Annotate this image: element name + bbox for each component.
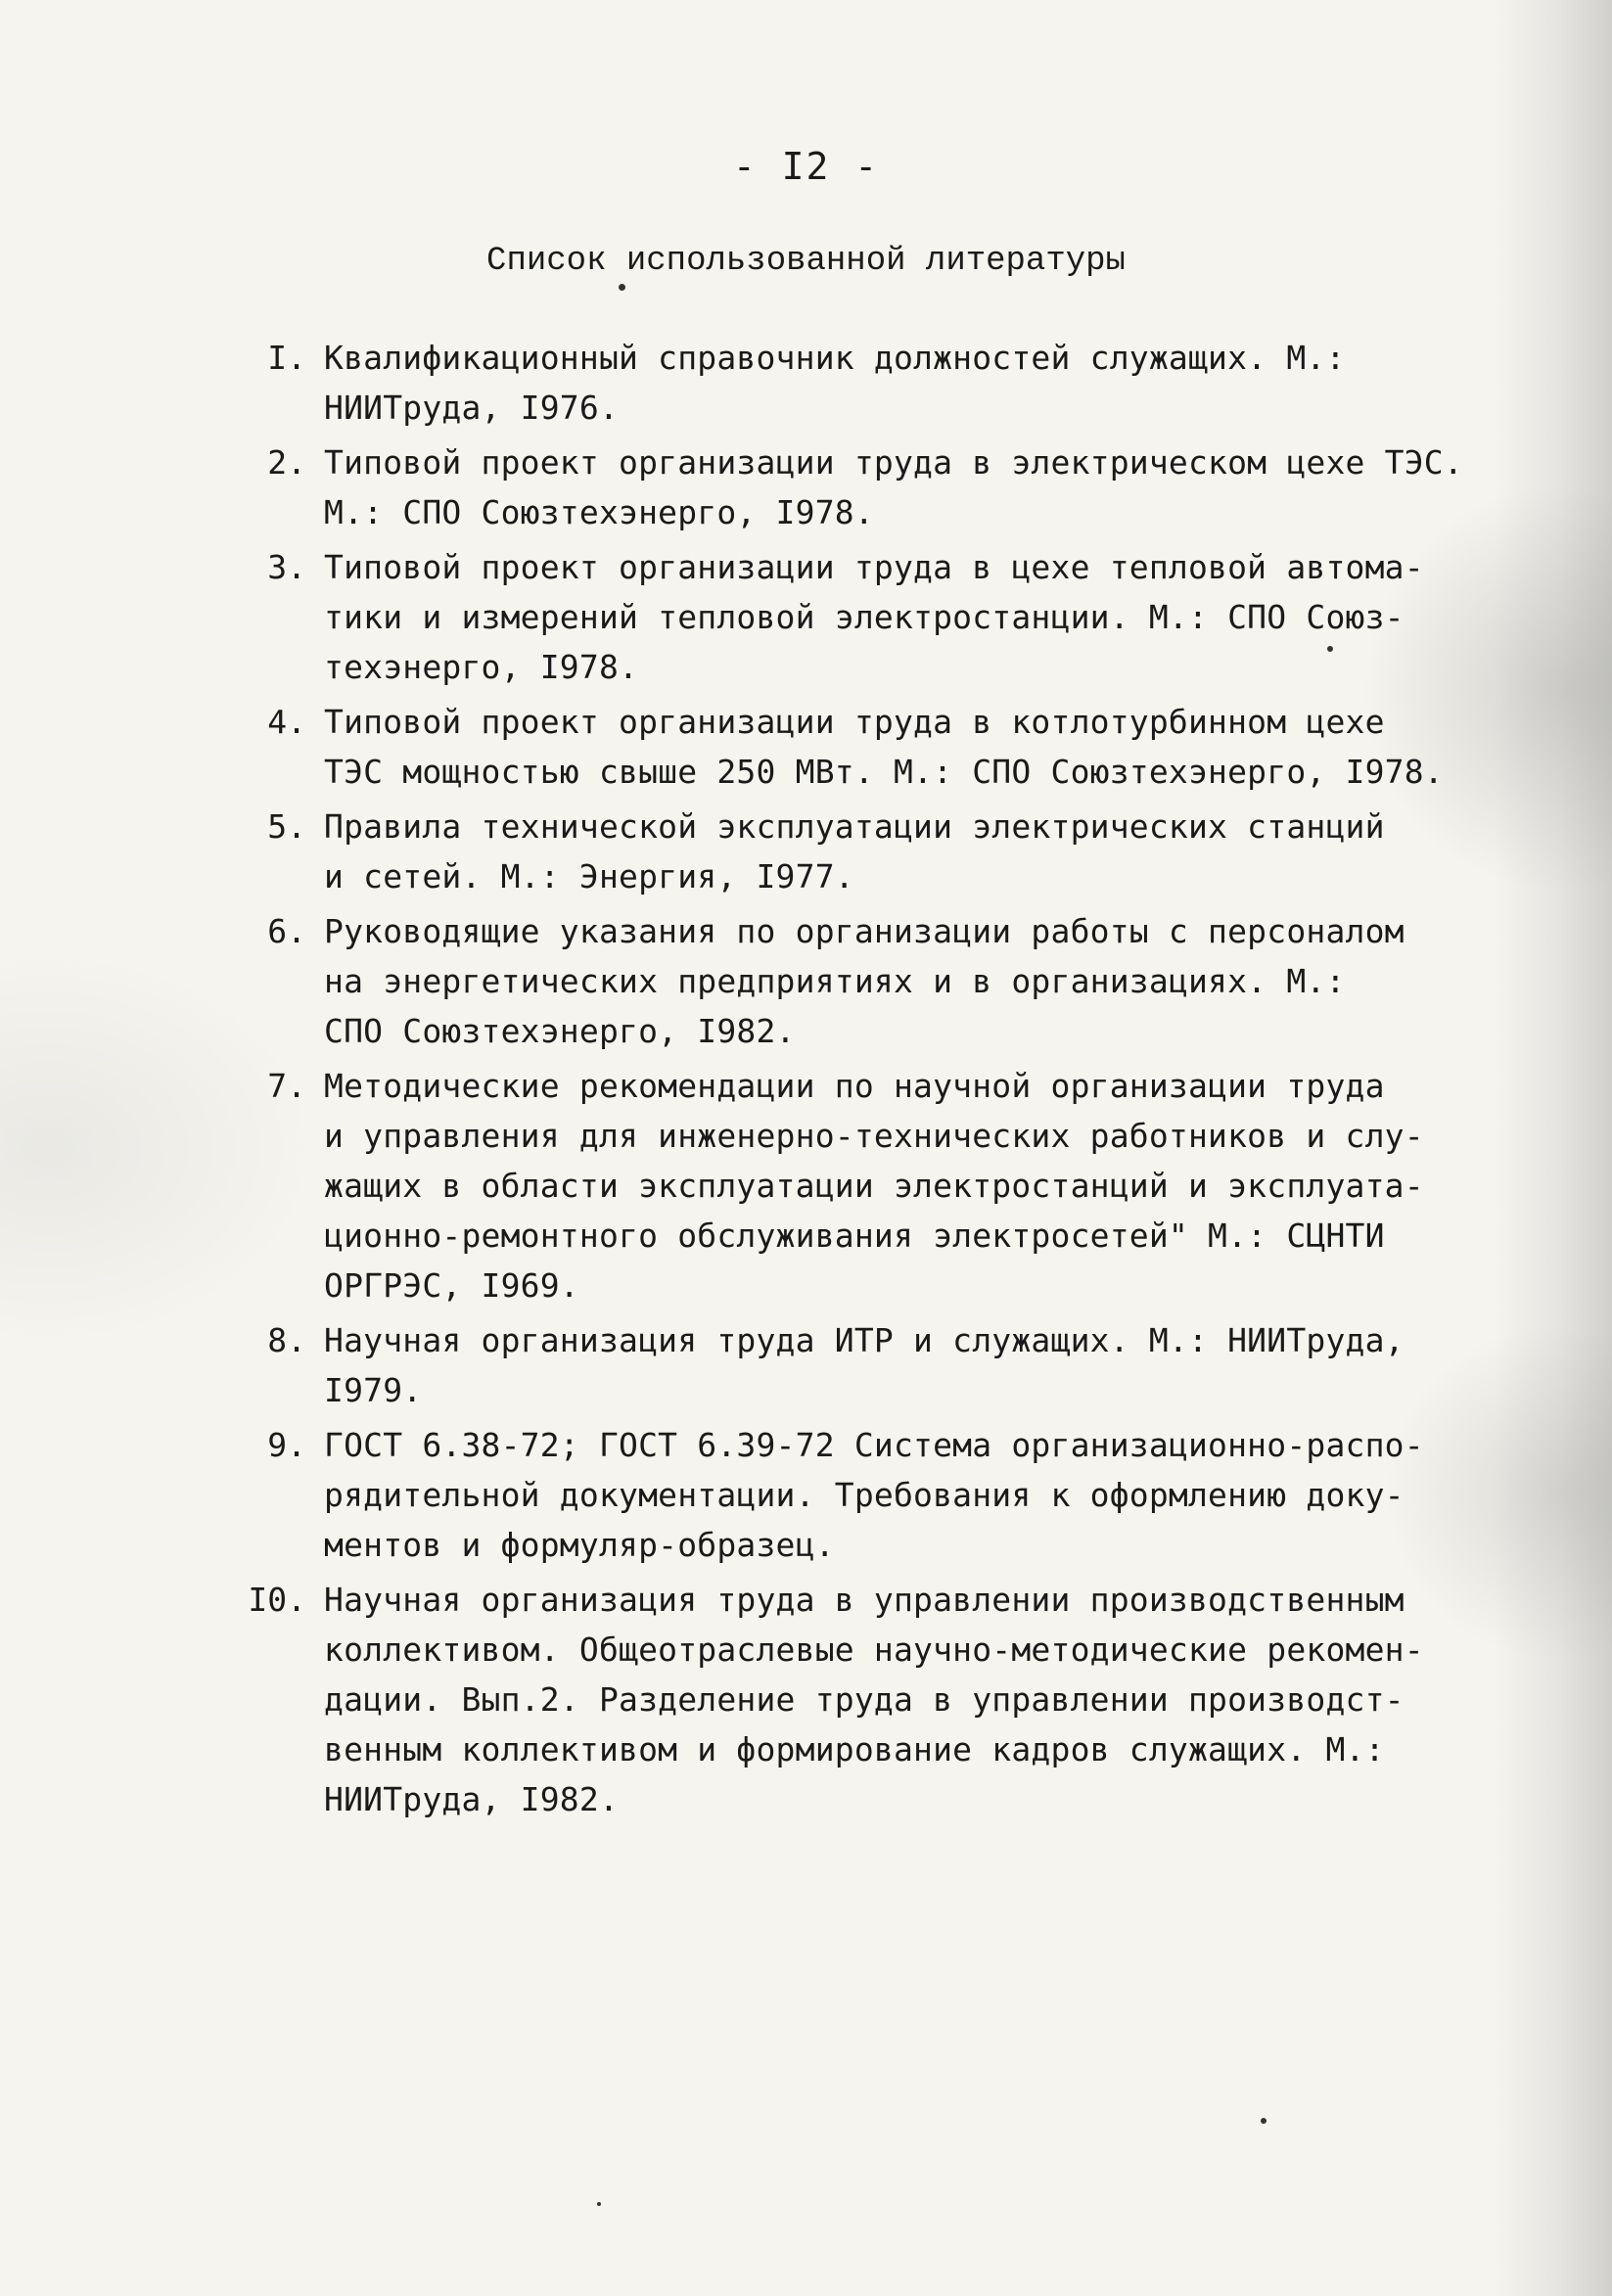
reference-text — [324, 437, 1522, 537]
reference-text-line: Типовой проект организации труда в котлотурбинном цехе — [324, 703, 1385, 741]
scan-speck — [1327, 646, 1333, 652]
reference-number: 9. — [267, 1426, 306, 1464]
reference-number: 4. — [267, 703, 306, 741]
page-title: Список использованной литературы — [486, 243, 1126, 280]
reference-item — [230, 437, 1522, 537]
reference-item — [230, 697, 1522, 797]
reference-text-line: НИИТруда, I976. — [324, 389, 620, 427]
reference-text-line: Научная организация труда в управлении производственным — [324, 1581, 1405, 1619]
reference-text-line: ОРГРЭС, I969. — [324, 1266, 579, 1305]
reference-text-line: тики и измерений тепловой электростанции. М.: СПО Союз- — [324, 598, 1405, 636]
reference-text — [324, 1575, 1522, 1824]
reference-text-line: ментов и формуляр-образец. — [324, 1526, 835, 1564]
reference-text — [324, 1061, 1522, 1310]
reference-item — [230, 1575, 1522, 1824]
reference-number: 5. — [267, 807, 306, 846]
reference-number: I. — [267, 339, 306, 377]
reference-item — [230, 1315, 1522, 1415]
reference-text — [324, 333, 1522, 433]
reference-text-line: ТЭС мощностью свыше 250 МВт. М.: СПО Союзтехэнерго, I978. — [324, 753, 1444, 791]
reference-item — [230, 802, 1522, 901]
reference-text — [324, 1315, 1522, 1415]
reference-text-line: ГОСТ 6.38-72; ГОСТ 6.39-72 Система организационно-распо- — [324, 1426, 1424, 1464]
reference-text-line: ционно-ремонтного обслуживания электросетей" М.: СЦНТИ — [324, 1217, 1385, 1255]
reference-number: I0. — [248, 1581, 306, 1619]
reference-text-line: жащих в области эксплуатации электростанций и эксплуата- — [324, 1167, 1424, 1205]
reference-text-line: Правила технической эксплуатации электрических станций — [324, 807, 1385, 846]
page-number: - I2 - — [732, 145, 880, 188]
reference-text-line: Типовой проект организации труда в цехе тепловой автома- — [324, 548, 1424, 586]
reference-text-line: Научная организация труда ИТР и служащих. М.: НИИТруда, — [324, 1321, 1405, 1359]
reference-text — [324, 697, 1522, 797]
reference-text-line: венным коллективом и формирование кадров служащих. М.: — [324, 1730, 1385, 1768]
reference-number: 6. — [267, 912, 306, 950]
reference-text-line: и сетей. М.: Энергия, I977. — [324, 857, 854, 895]
reference-list — [230, 333, 1522, 1829]
reference-text-line: СПО Союзтехэнерго, I982. — [324, 1012, 796, 1050]
reference-text — [324, 906, 1522, 1056]
reference-text-line: М.: СПО Союзтехэнерго, I978. — [324, 493, 874, 531]
reference-text-line: Квалификационный справочник должностей служащих. М.: — [324, 339, 1346, 377]
reference-number: 8. — [267, 1321, 306, 1359]
reference-text-line: НИИТруда, I982. — [324, 1780, 620, 1818]
reference-text — [324, 542, 1522, 692]
reference-text-line: I979. — [324, 1371, 423, 1409]
reference-number: 2. — [267, 443, 306, 482]
reference-text-line: и управления для инженерно-технических работников и слу- — [324, 1117, 1424, 1155]
reference-item — [230, 542, 1522, 692]
reference-text — [324, 802, 1522, 901]
scan-speck — [1261, 2118, 1267, 2124]
reference-text-line: техэнерго, I978. — [324, 648, 639, 686]
reference-text-line: коллективом. Общеотраслевые научно-методические рекомен- — [324, 1630, 1424, 1669]
reference-item — [230, 1061, 1522, 1310]
reference-text-line: Руководящие указания по организации работы с персоналом — [324, 912, 1405, 950]
scan-speck — [619, 284, 625, 291]
reference-item — [230, 333, 1522, 433]
reference-text-line: рядительной документации. Требования к оформлению доку- — [324, 1476, 1405, 1514]
reference-number: 3. — [267, 548, 306, 586]
reference-number: 7. — [267, 1067, 306, 1105]
reference-item — [230, 1420, 1522, 1570]
reference-text-line: Типовой проект организации труда в электрическом цехе ТЭС. — [324, 443, 1463, 482]
reference-text-line: дации. Вып.2. Разделение труда в управлении производст- — [324, 1680, 1405, 1719]
reference-text-line: на энергетических предприятиях и в организациях. М.: — [324, 962, 1346, 1000]
reference-item — [230, 906, 1522, 1056]
reference-text-line: Методические рекомендации по научной организации труда — [324, 1067, 1385, 1105]
reference-text — [324, 1420, 1522, 1570]
scan-speck — [597, 2202, 601, 2206]
